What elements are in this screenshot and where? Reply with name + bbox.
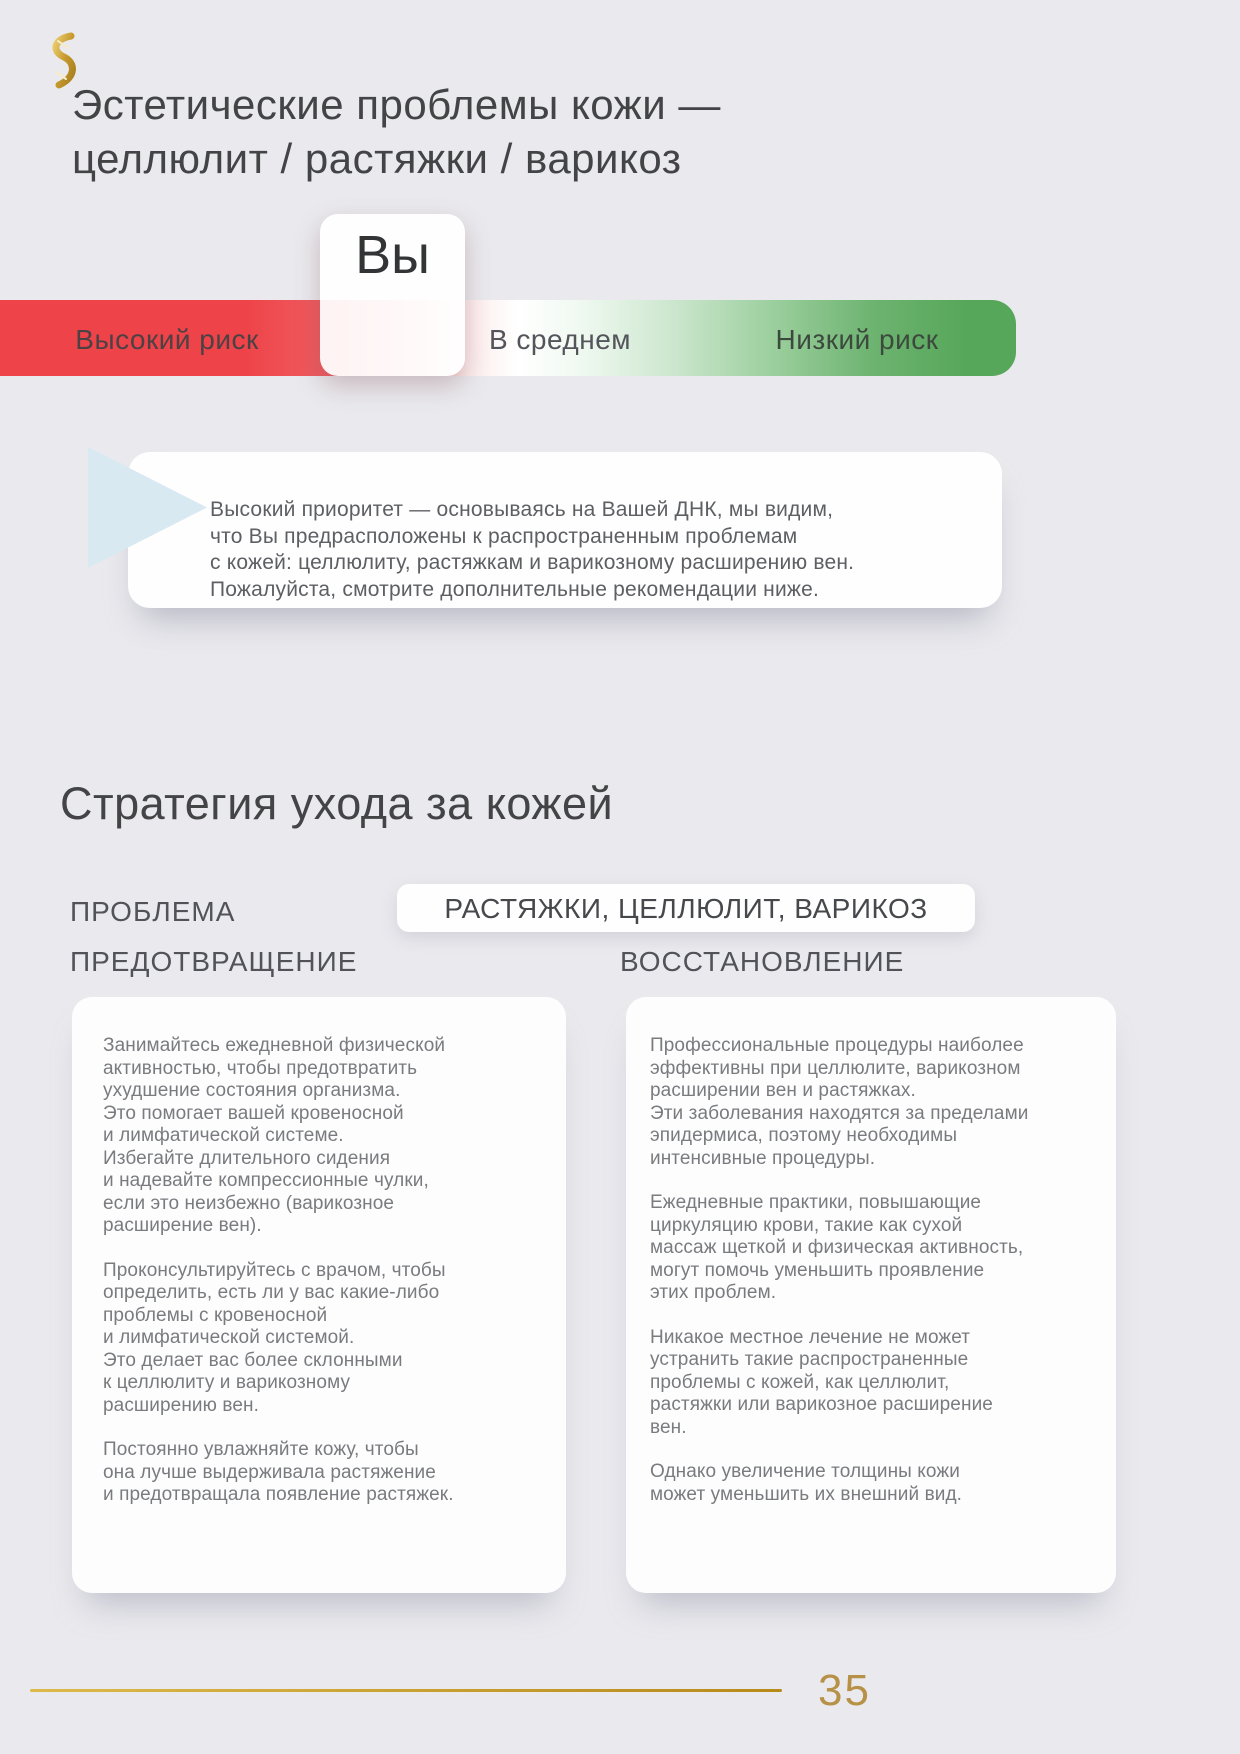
your-position-marker: [320, 214, 465, 376]
callout-text-line: Высокий приоритет — основываясь на Вашей ДНК, мы видим,: [210, 498, 834, 521]
card-text-line: активностью, чтобы предотвратить: [103, 1057, 418, 1079]
prevention-column-header: ПРЕДОТВРАЩЕНИЕ: [70, 946, 358, 977]
risk-label-medium: В среднем: [488, 324, 632, 355]
card-text-line: расширению вен.: [103, 1394, 259, 1416]
card-text-line: Избегайте длительного сидения: [103, 1147, 391, 1169]
section-title: Стратегия ухода за кожей: [60, 778, 614, 829]
card-text-line: Это делает вас более склонными: [103, 1349, 403, 1371]
card-text-line: Профессиональные процедуры наиболее: [650, 1035, 1024, 1056]
card-text-line: проблемы с кровеносной: [103, 1304, 328, 1326]
card-text-line: расширение вен).: [103, 1215, 262, 1236]
card-text-line: Эти заболевания находятся за пределами: [650, 1102, 1029, 1124]
callout-text-line: что Вы предрасположены к распространенным проблемам: [210, 524, 798, 548]
card-text-line: Никакое местное лечение не может: [650, 1326, 971, 1348]
risk-label-high: Высокий риск: [75, 324, 259, 355]
card-text-line: этих проблем.: [650, 1282, 777, 1303]
card-text-line: эпидермиса, поэтому необходимы: [650, 1125, 958, 1146]
restoration-column-header: ВОССТАНОВЛЕНИЕ: [620, 946, 905, 977]
card-text-line: может уменьшить их внешний вид.: [650, 1483, 963, 1505]
your-position-label: Вы: [355, 225, 430, 285]
risk-label-low: Низкий риск: [775, 324, 939, 355]
card-text-line: если это неизбежно (варикозное: [103, 1192, 395, 1214]
card-text-line: эффективны при целлюлите, варикозном: [650, 1057, 1021, 1079]
risk-gradient-bar: [0, 300, 1016, 376]
card-text-line: и лимфатической системой.: [103, 1327, 355, 1348]
card-paragraph: [650, 1035, 1094, 1170]
card-text-line: расширении вен и растяжках.: [650, 1080, 916, 1101]
restoration-card: [626, 997, 1116, 1593]
page-title: [72, 78, 721, 186]
priority-callout-card: [128, 452, 1002, 608]
problem-value-badge: РАСТЯЖКИ, ЦЕЛЛЮЛИТ, ВАРИКОЗ: [397, 884, 975, 932]
page-number: 35: [818, 1666, 871, 1715]
card-text-line: Постоянно увлажняйте кожу, чтобы: [103, 1439, 419, 1460]
card-text-line: устранить такие распространенные: [650, 1349, 969, 1370]
card-paragraph: [650, 1327, 1094, 1440]
card-text-line: Это помогает вашей кровеносной: [103, 1102, 404, 1124]
card-text-line: растяжки или варикозное расширение: [650, 1394, 993, 1415]
card-text-line: ухудшение состояния организма.: [103, 1080, 401, 1101]
card-text-line: интенсивные процедуры.: [650, 1147, 876, 1169]
card-paragraph: [103, 1439, 542, 1507]
card-text-line: определить, есть ли у вас какие-либо: [103, 1282, 440, 1303]
card-text-line: Однако увеличение толщины кожи: [650, 1461, 960, 1482]
card-text-line: и лимфатической системе.: [103, 1125, 344, 1146]
card-text-line: проблемы с кожей, как целлюлит,: [650, 1371, 950, 1393]
card-text-line: к целлюлиту и варикозному: [103, 1372, 351, 1393]
card-text-line: циркуляцию крови, такие как сухой: [650, 1214, 963, 1236]
card-text-line: вен.: [650, 1416, 687, 1438]
card-text-line: Проконсультируйтесь с врачом, чтобы: [103, 1259, 446, 1281]
card-text-line: массаж щеткой и физическая активность,: [650, 1237, 1024, 1258]
card-text-line: она лучше выдерживала растяжение: [103, 1461, 436, 1483]
page-title-line2: целлюлит / растяжки / варикоз: [72, 135, 682, 182]
card-paragraph: [103, 1260, 542, 1418]
card-text-line: Занимайтесь ежедневной физической: [103, 1035, 446, 1056]
card-paragraph: [650, 1192, 1094, 1305]
callout-text-line: Пожалуйста, смотрите дополнительные рекомендации ниже.: [210, 577, 820, 601]
card-text-line: Ежедневные практики, повышающие: [650, 1192, 982, 1213]
card-text-line: и надевайте компрессионные чулки,: [103, 1170, 429, 1191]
card-paragraph: [103, 1035, 542, 1238]
prevention-card: [72, 997, 566, 1593]
card-text-line: могут помочь уменьшить проявление: [650, 1259, 985, 1281]
card-text-line: и предотвращала появление растяжек.: [103, 1484, 454, 1505]
callout-text-line: с кожей: целлюлиту, растяжкам и варикозному расширению вен.: [210, 551, 855, 574]
page-title-line1: Эстетические проблемы кожи —: [72, 81, 721, 128]
card-paragraph: [650, 1461, 1094, 1506]
footer-accent-line: [30, 1689, 782, 1692]
problem-label: ПРОБЛЕМА: [70, 896, 236, 927]
